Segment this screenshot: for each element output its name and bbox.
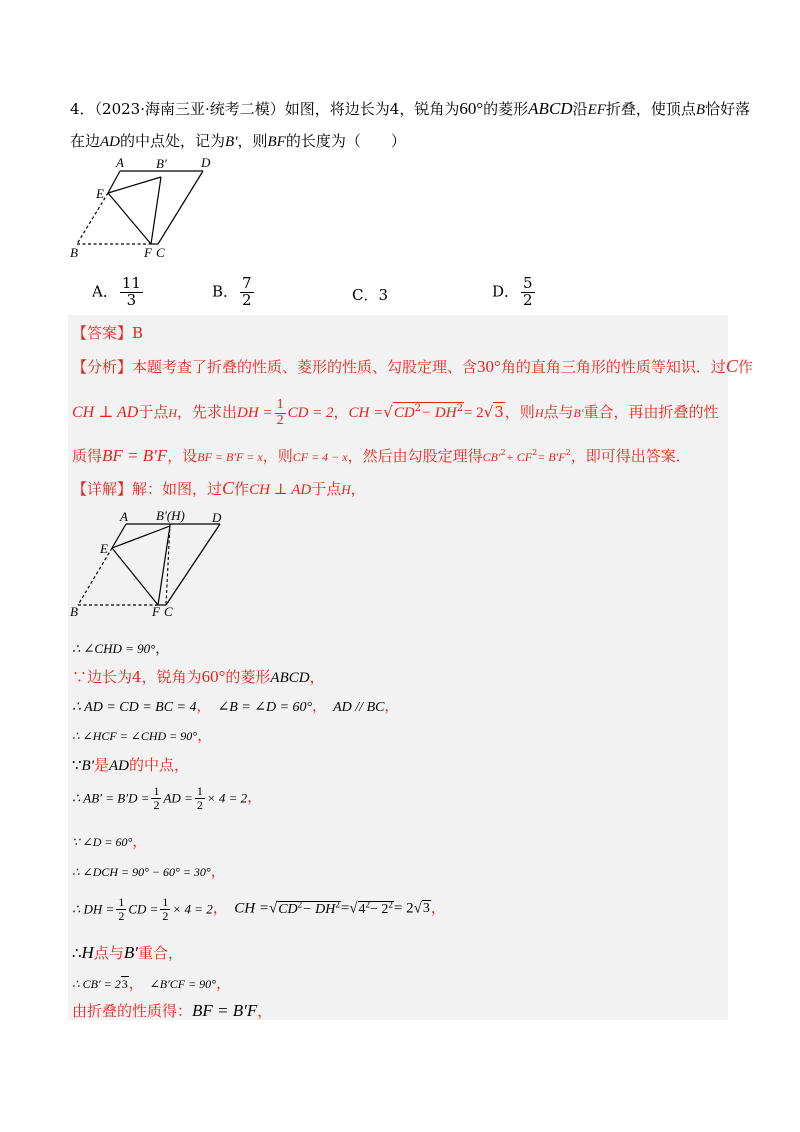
- option-b[interactable]: B． $\frac{7}{2}$: [212, 274, 252, 309]
- label-Bprime: B′: [156, 156, 167, 171]
- label-F: F: [152, 604, 160, 619]
- label-F: F: [144, 245, 152, 260]
- step-3: ∴ AD = CD = BC = 4， ∠B = ∠D = 60°， AD // BC，: [72, 700, 399, 715]
- detail-figure: [60, 505, 240, 620]
- label-D: D: [201, 155, 211, 170]
- step-10: ∴H点与B′重合，: [72, 943, 183, 962]
- label-A: A: [116, 155, 124, 170]
- label-Bprime-H: B′(H): [156, 508, 185, 523]
- step-9: ∴ DH = $\frac{1}{2}$ CD = $\frac{1}{2}$ × 4 = 2， CH $=√CD^2- DH^2=√4^2- 2^2= 2√3$，: [72, 895, 446, 923]
- step-1: ∴ ∠CHD = 90°，: [72, 641, 169, 656]
- label-C: C: [156, 245, 165, 260]
- label-C: C: [164, 604, 173, 619]
- label-E: E: [100, 541, 108, 556]
- step-7: ∵ ∠D = 60°，: [72, 834, 148, 850]
- step-5: ∵B′是AD的中点，: [72, 756, 190, 774]
- step-12: 由折叠的性质得：BF = B′F，: [72, 1001, 273, 1020]
- label-A: A: [120, 509, 128, 524]
- analysis-line-1: 【分析】本题考查了折叠的性质、菱形的性质、勾股定理、含30°角的直角三角形的性质等知识．过C作: [72, 356, 753, 376]
- analysis-line-2: CH ⊥ AD于点H，先求出DH = $\frac{1}{2}$ CD = 2，CH $=√CD^2- DH^2= 2√3$，则H点与B′重合，再由折叠的性: [72, 397, 719, 428]
- option-c[interactable]: C．3: [352, 286, 389, 304]
- option-d[interactable]: D． $\frac{5}{2}$: [492, 274, 533, 309]
- question-line-1: 4．（2023·海南三亚·统考二模）如图，将边长为4，锐角为60°的菱形ABCD沿EF折叠，使顶点B恰好落: [70, 99, 751, 118]
- step-6: ∴ AB′ = B′D = $\frac{1}{2}$ AD = $\frac{1}{2}$ × 4 = 2，: [72, 784, 263, 812]
- detail-line-1: 【详解】解：如图，过C作CH ⊥ AD于点H，: [72, 478, 366, 498]
- label-B: B: [70, 245, 78, 260]
- step-8: ∴ ∠DCH = 90° − 60° = 30°，: [72, 864, 226, 880]
- option-a[interactable]: A． $\frac{11}{3}$: [92, 274, 141, 309]
- step-2: ∵边长为4，锐角为60°的菱形ABCD，: [72, 667, 325, 686]
- step-11: ∴ CB′ = 23， ∠B′CF = 90°，: [72, 976, 231, 992]
- question-line-2: 在边AD的中点处，记为B′，则BF的长度为（ ）: [70, 132, 406, 150]
- label-D: D: [212, 510, 222, 525]
- label-E: E: [96, 186, 104, 201]
- answer-line: 【答案】B: [72, 324, 144, 342]
- step-4: ∴ ∠HCF = ∠CHD = 90°，: [72, 728, 213, 744]
- question-figure: [60, 155, 230, 265]
- analysis-line-3: 质得BF = B′F，设BF = B′F = x，则CF = 4 − x，然后由勾股定理得$CB'^2+ CF^2= B'F^2$，即可得出答案．: [72, 446, 691, 465]
- label-B: B: [70, 604, 78, 619]
